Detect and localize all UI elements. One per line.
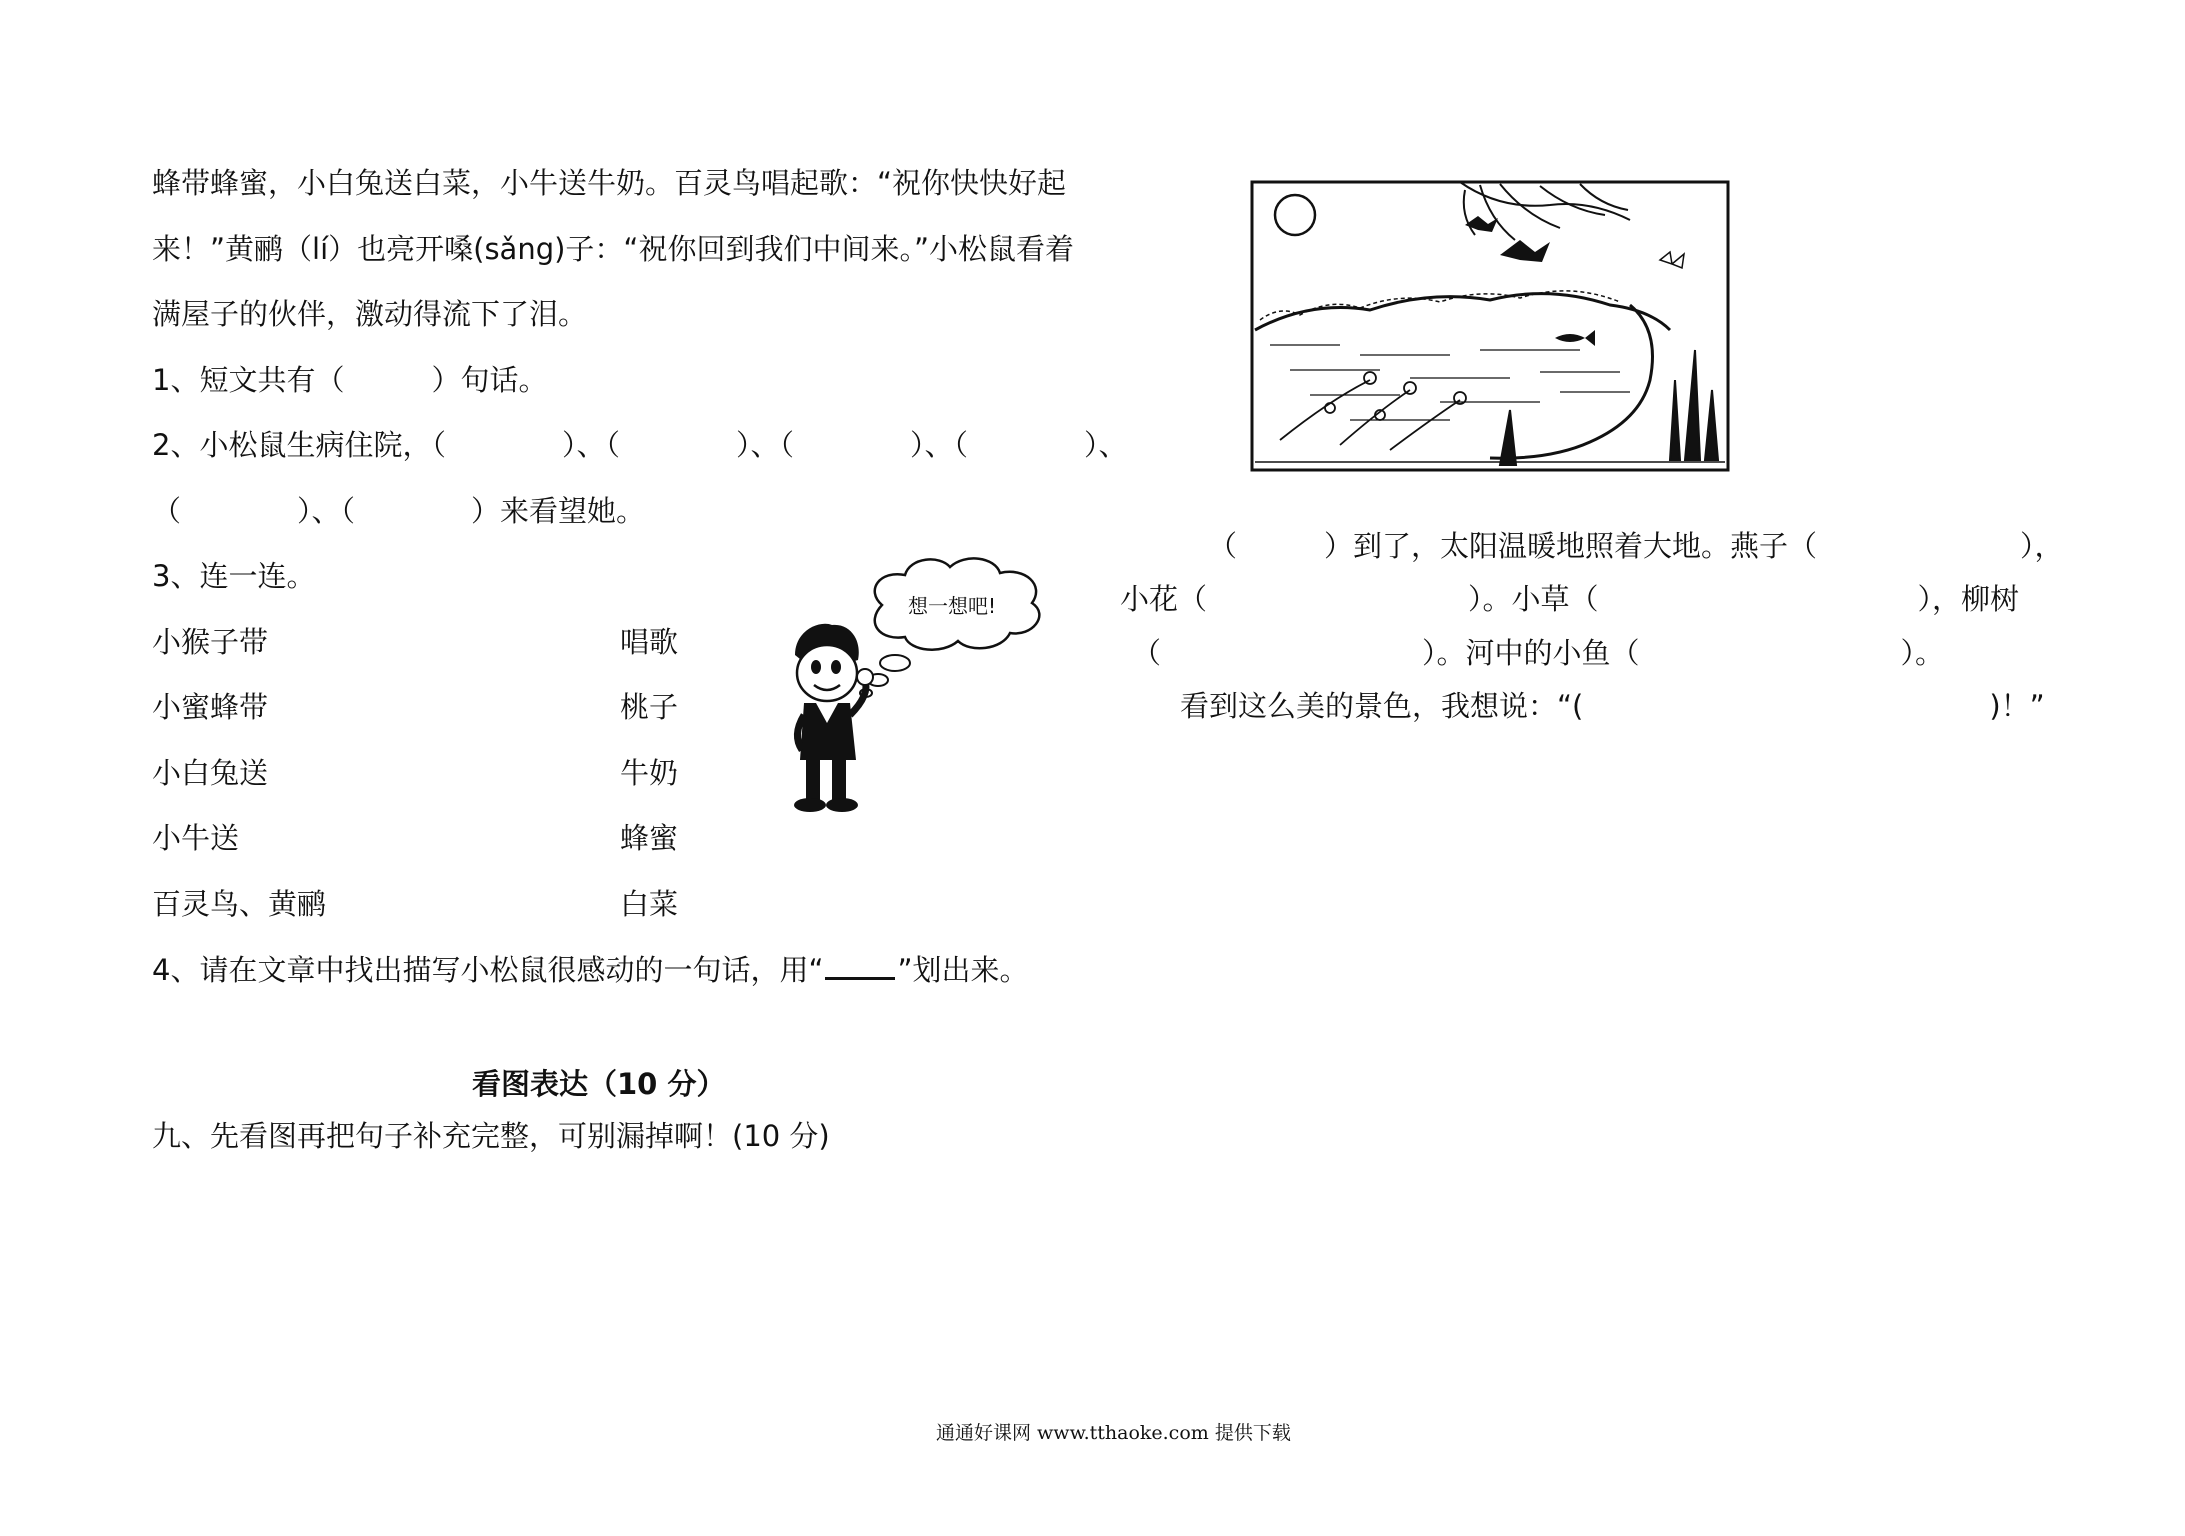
picture-text-line-1: （ ）到了，太阳温暖地照着大地。燕子（ ）， [1208,529,2064,563]
footer-source: 通通好课网 www.tthaoke.com 提供下载 [936,1422,1291,1444]
thought-bubble-text: 想一想吧! [908,594,997,618]
spring-scene-illustration [1250,180,1730,472]
passage-line-2: 来！”黄鹂（lí）也亮开嗓(sǎng)子：“祝你回到我们中间来。”小松鼠看着 [152,232,1074,266]
thinking-boy-illustration [770,545,1080,825]
match-right-item: 唱歌 [620,625,679,659]
question-4-text-after: ”划出来。 [897,953,1029,987]
match-left-item: 小蜜蜂带 [152,690,269,724]
underline-sample [825,955,895,980]
passage-line-3: 满屋子的伙伴，激动得流下了泪。 [152,297,588,331]
match-right-item: 白菜 [620,887,679,921]
match-left-item: 小猴子带 [152,625,269,659]
match-left-item: 百灵鸟、黄鹂 [152,887,327,921]
match-left-item: 小牛送 [152,821,240,855]
question-2-line-1: 2、小松鼠生病住院，（ ）、（ ）、（ ）、（ ）、 [152,428,1128,462]
passage-line-1: 蜂带蜂蜜，小白兔送白菜，小牛送牛奶。百灵鸟唱起歌：“祝你快快好起 [152,166,1067,200]
picture-text-line-4: 看到这么美的景色，我想说：“( )！” [1180,689,2045,723]
question-4 [152,950,1029,990]
question-4-text-before: 4、请在文章中找出描写小松鼠很感动的一句话，用“ [152,953,824,987]
match-right-item: 桃子 [620,690,679,724]
match-left-item: 小白兔送 [152,756,269,790]
section-instruction: 九、先看图再把句子补充完整，可别漏掉啊！(10 分) [152,1119,830,1153]
thought-dot [880,655,910,671]
picture-text-line-2: 小花（ ）。小草（ ），柳树 [1120,582,2020,616]
boy-figure [794,624,873,812]
question-2-line-2: （ ）、（ ）来看望她。 [152,494,646,528]
question-1: 1、短文共有（ ）句话。 [152,363,548,397]
picture-text-line-3: （ ）。河中的小鱼（ ）。 [1132,636,1945,670]
match-right-item: 蜂蜜 [620,821,679,855]
match-right-item: 牛奶 [620,756,679,790]
sun-icon [1275,195,1315,235]
section-heading: 看图表达（10 分） [472,1067,726,1101]
question-3: 3、连一连。 [152,559,316,593]
